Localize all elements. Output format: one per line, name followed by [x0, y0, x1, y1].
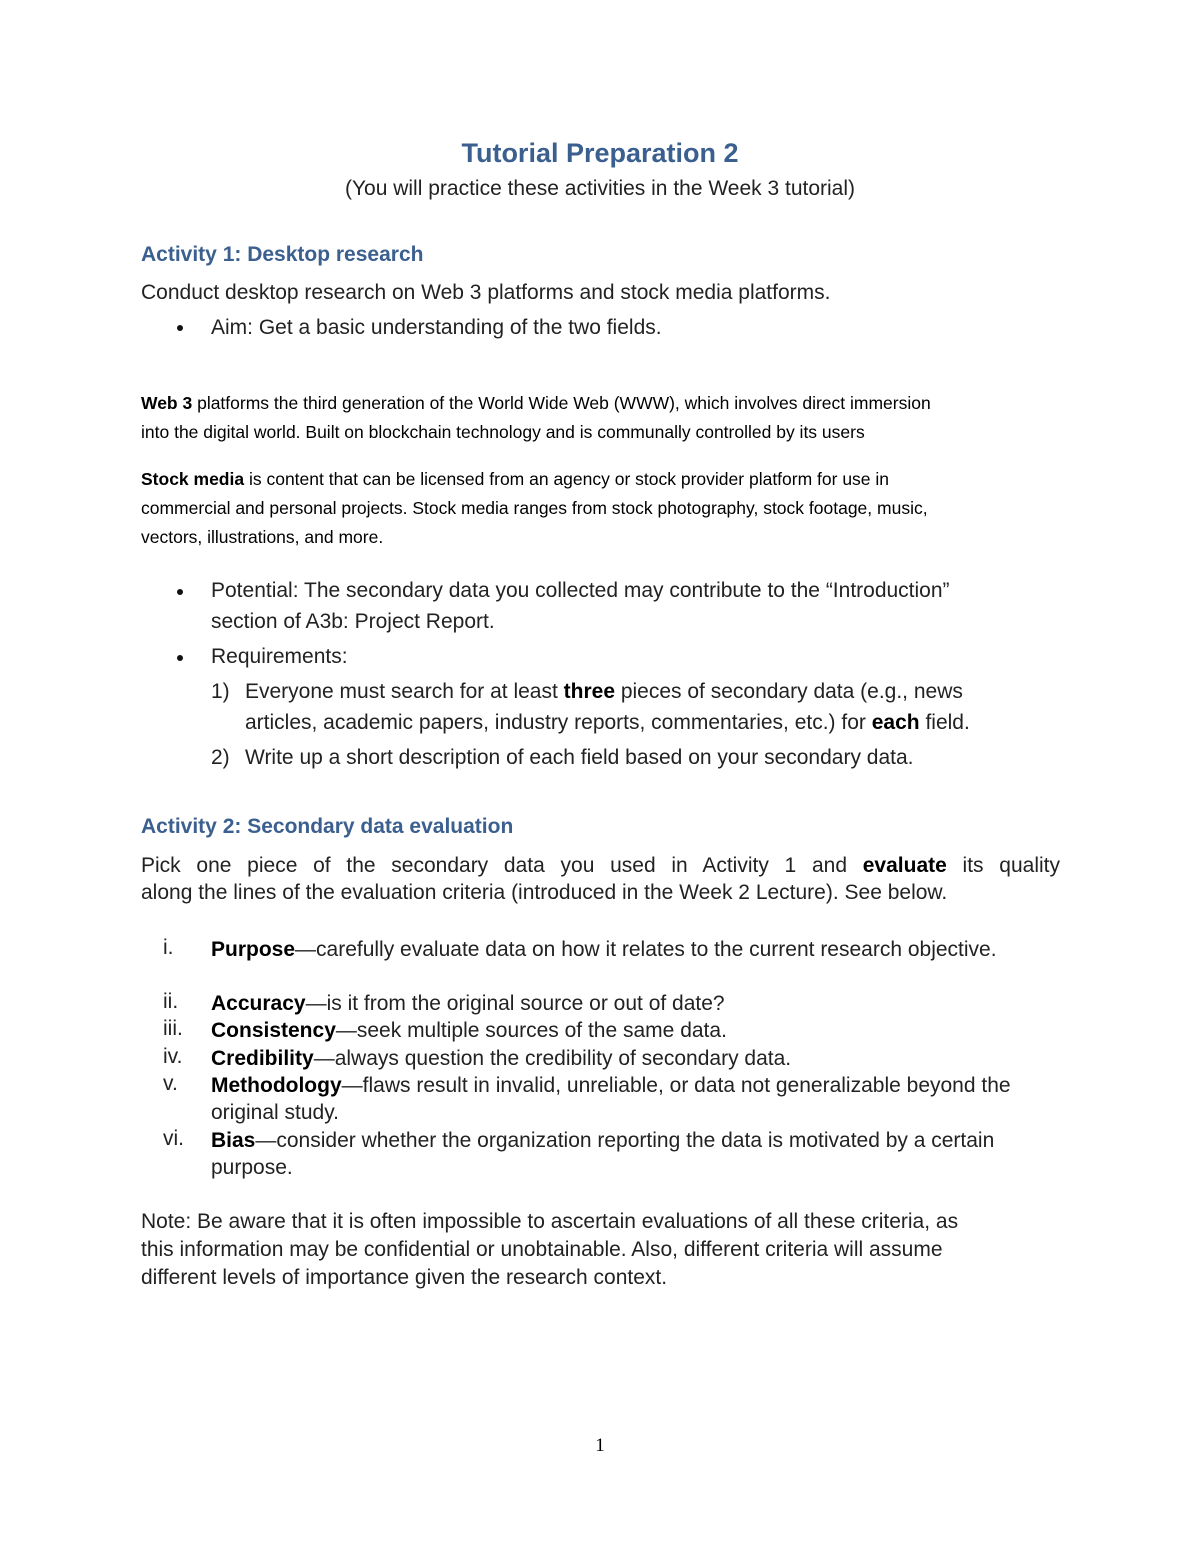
activity2-intro-line2: along the lines of the evaluation criteria (introduced in the Week 2 Lecture). See below. [141, 881, 948, 904]
activity1-heading: Activity 1: Desktop research [141, 243, 424, 266]
requirement-2-text: Write up a short description of each field based on your secondary data. [245, 746, 914, 769]
web3-definition-line2: into the digital world. Built on blockchain technology and is communally controlled by its users [141, 422, 865, 442]
stock-media-definition-line3: vectors, illustrations, and more. [141, 527, 384, 547]
page-title: Tutorial Preparation 2 [461, 138, 739, 168]
criterion-number: iv. [163, 1045, 183, 1068]
criterion-methodology: Methodology—flaws result in invalid, unreliable, or data not generalizable beyond the original study. [211, 1074, 1011, 1124]
page-number: 1 [595, 1435, 605, 1456]
bullet-icon [177, 589, 183, 595]
activity1-aim: Aim: Get a basic understanding of the two fields. [211, 316, 662, 339]
potential-line2: section of A3b: Project Report. [211, 610, 495, 633]
stock-media-definition-line2: commercial and personal projects. Stock media ranges from stock photography, stock footage, music, [141, 498, 928, 518]
bullet-icon [177, 325, 183, 331]
activity2-intro-line1: Pick one piece of the secondary data you used in Activity 1 and evaluate its quality [141, 854, 1060, 877]
criterion-number: v. [163, 1072, 178, 1095]
note-line3: different levels of importance given the research context. [141, 1266, 668, 1289]
requirements-label: Requirements: [211, 645, 348, 668]
note-line1: Note: Be aware that it is often impossible to ascertain evaluations of all these criteria, as [141, 1210, 959, 1233]
criterion-consistency: Consistency—seek multiple sources of the same data. [211, 1019, 727, 1042]
criterion-bias: Bias—consider whether the organization reporting the data is motivated by a certain purpose. [211, 1129, 995, 1179]
note-line2: this information may be confidential or unobtainable. Also, different criteria will assume [141, 1238, 943, 1261]
web3-definition-line1: Web 3 platforms the third generation of the World Wide Web (WWW), which involves direct immersion [141, 393, 931, 413]
bullet-icon [177, 655, 183, 661]
requirement-1-line2: articles, academic papers, industry reports, commentaries, etc.) for each field. [245, 711, 970, 734]
activity2-heading: Activity 2: Secondary data evaluation [141, 815, 514, 838]
stock-media-definition-line1: Stock media is content that can be licensed from an agency or stock provider platform for use in [141, 469, 890, 489]
page-subtitle: (You will practice these activities in the Week 3 tutorial) [344, 177, 856, 200]
criterion-accuracy: Accuracy—is it from the original source or out of date? [211, 992, 725, 1015]
criterion-number: vi. [163, 1127, 184, 1150]
requirement-2-number: 2) [211, 746, 230, 769]
criterion-number: iii. [163, 1017, 183, 1040]
criterion-number: i. [163, 936, 174, 959]
activity1-intro: Conduct desktop research on Web 3 platforms and stock media platforms. [141, 281, 831, 304]
criterion-number: ii. [163, 990, 179, 1013]
criterion-credibility: Credibility—always question the credibility of secondary data. [211, 1047, 792, 1070]
criterion-purpose: Purpose—carefully evaluate data on how it relates to the current research objective. [211, 938, 997, 961]
requirement-1-line1: Everyone must search for at least three pieces of secondary data (e.g., news [245, 680, 963, 703]
requirement-1-number: 1) [211, 680, 230, 703]
potential-line1: Potential: The secondary data you collected may contribute to the “Introduction” [211, 579, 950, 602]
